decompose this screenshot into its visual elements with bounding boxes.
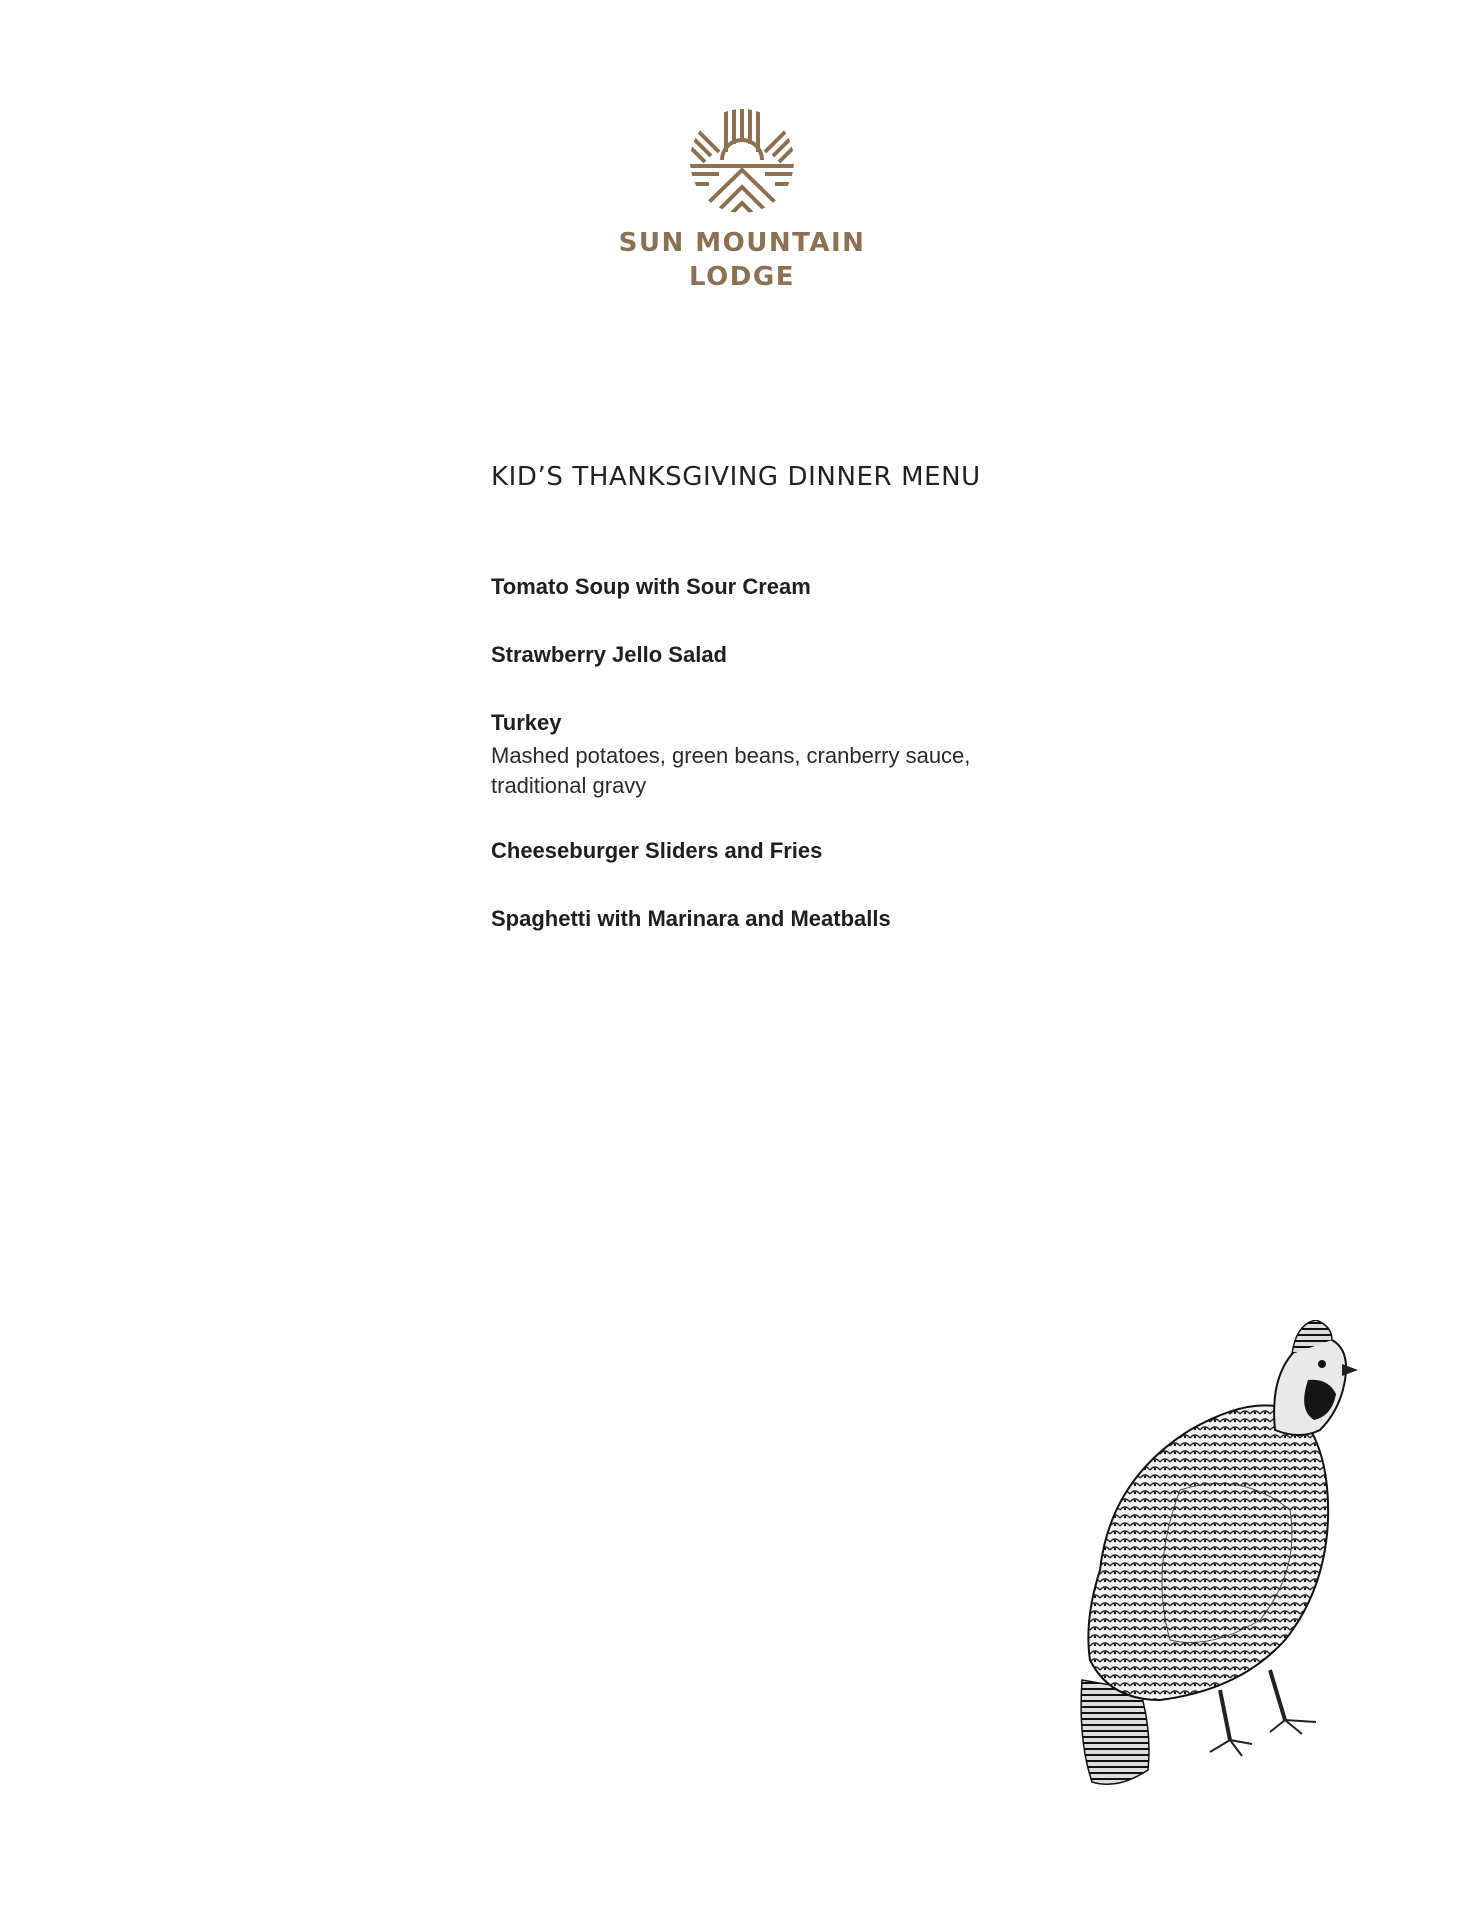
menu-title: KID’S THANKSGIVING DINNER MENU [491, 462, 981, 492]
grouse-bird-icon [1070, 1320, 1360, 1790]
menu-item [491, 905, 1051, 933]
sun-mountain-logo-icon [689, 108, 795, 214]
menu-item [491, 641, 1051, 669]
menu-item [491, 837, 1051, 865]
menu-item [491, 573, 1051, 601]
menu-item-name: Tomato Soup with Sour Cream [491, 574, 811, 599]
menu-item-name: Turkey [491, 710, 562, 735]
brand-name-line1: SUN MOUNTAIN [618, 228, 866, 258]
menu-item-description: Mashed potatoes, green beans, cranberry sauce, traditional gravy [491, 743, 971, 798]
menu-item-name: Spaghetti with Marinara and Meatballs [491, 906, 891, 931]
brand-logo [0, 108, 1484, 294]
menu-item [491, 709, 1051, 801]
brand-name-line2: LODGE [689, 262, 795, 292]
menu-item-name: Cheeseburger Sliders and Fries [491, 838, 823, 863]
menu [491, 460, 1051, 973]
menu-item-name: Strawberry Jello Salad [491, 642, 727, 667]
